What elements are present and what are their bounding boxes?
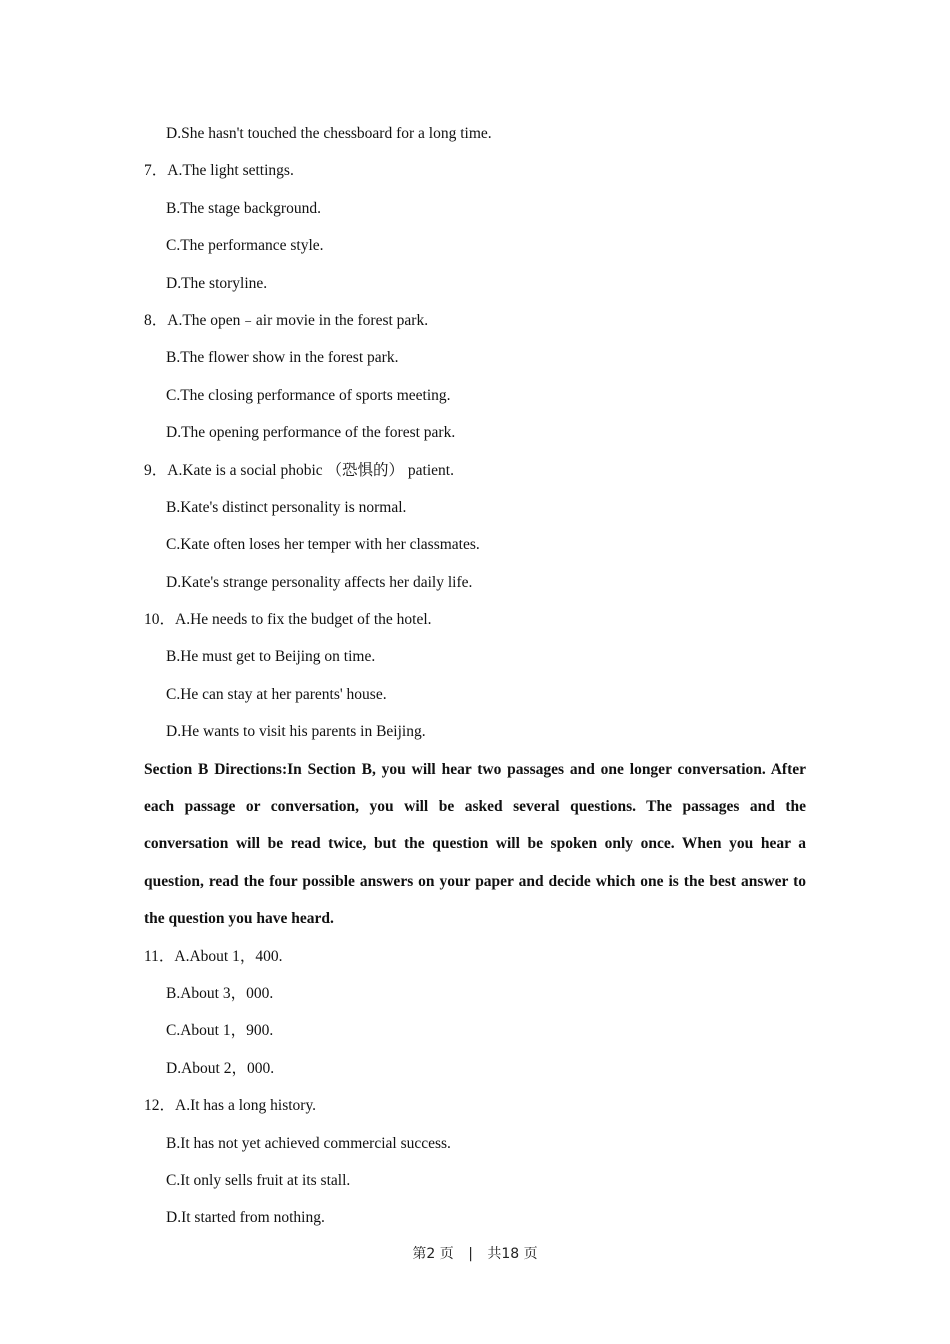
option-line: C.Kate often loses her temper with her classmates. — [166, 536, 480, 554]
page-content — [144, 115, 806, 1237]
option-line: C.He can stay at her parents' house. — [166, 685, 387, 703]
option-line: B.The stage background. — [166, 199, 321, 217]
option-line: C.About 1，900. — [166, 1022, 274, 1040]
total-pages: 共18 页 — [487, 1246, 538, 1262]
page-number: 第2 页 — [412, 1246, 454, 1262]
option-line: C.The closing performance of sports meeting. — [166, 386, 451, 404]
option-line: B.He must get to Beijing on time. — [166, 648, 376, 666]
option-line: D.She hasn't touched the chessboard for a long time. — [166, 125, 492, 142]
question-line: 7．A.The light settings. — [144, 162, 294, 180]
question-line: 10．A.He needs to fix the budget of the hotel. — [144, 611, 432, 629]
page-footer — [0, 1242, 950, 1266]
option-line: C.The performance style. — [166, 237, 324, 255]
option-line: B.About 3，000. — [166, 985, 274, 1003]
option-line: D.He wants to visit his parents in Beijing. — [166, 723, 426, 741]
question-line: 9．A.Kate is a social phobic （恐惧的） patient. — [144, 461, 454, 479]
option-line: C.It only sells fruit at its stall. — [166, 1172, 351, 1190]
option-line: D.It started from nothing. — [166, 1209, 325, 1227]
option-line: D.The opening performance of the forest park. — [166, 424, 456, 442]
option-line: D.About 2，000. — [166, 1059, 275, 1077]
option-line: D.The storyline. — [166, 274, 268, 292]
option-line: B.It has not yet achieved commercial success. — [166, 1134, 451, 1152]
question-line: 8．A.The open﹣air movie in the forest park. — [144, 311, 429, 329]
option-line: B.Kate's distinct personality is normal. — [166, 498, 407, 516]
option-line: D.Kate's strange personality affects her daily life. — [166, 573, 473, 591]
option-line: B.The flower show in the forest park. — [166, 349, 399, 367]
question-line: 12．A.It has a long history. — [144, 1097, 317, 1115]
question-line: 11．A.About 1，400. — [144, 947, 283, 965]
footer-separator: | — [468, 1246, 473, 1262]
section-b-directions: Section B Directions:In Section B, you will hear two passages and one longer conversation. After each passage or conversation, you will be asked several questions. The passages and the conversation will be read twice, but the question will be spoken only once. When you hear a question, read the four possible answers on your paper and decide which one is the best answer to the question you have heard. — [144, 760, 806, 928]
